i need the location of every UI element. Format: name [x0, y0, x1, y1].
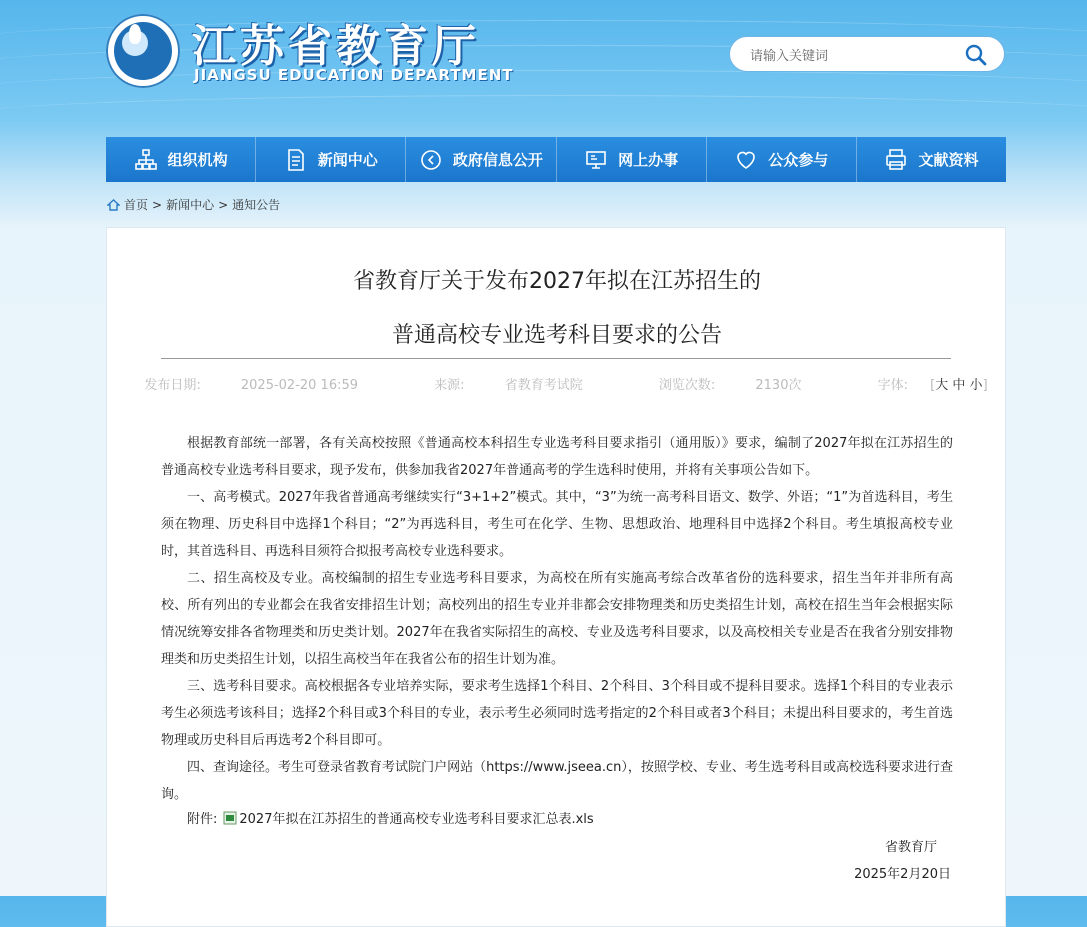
printer-icon: [884, 148, 908, 172]
site-subtitle: JIANGSU EDUCATION DEPARTMENT: [194, 66, 514, 84]
nav-item-news[interactable]: [256, 137, 406, 182]
nav-label: 网上办事: [618, 151, 679, 169]
search-input[interactable]: [748, 45, 952, 67]
font-size-small[interactable]: 小: [969, 378, 983, 393]
org-chart-icon: [134, 148, 158, 172]
article-panel: [106, 227, 1006, 927]
nav-label: 组织机构: [167, 151, 228, 169]
paragraph: 根据教育部统一部署，各有关高校按照《普通高校本科招生专业选考科目要求指引（通用版）》要求，编制了2027年拟在江苏招生的普通高校专业选考科目要求，现予发布，供参加我省2027年普通高考的学生选科时使用，并将有关事项公告如下。: [161, 436, 953, 478]
signature-date: 2025年2月20日: [854, 867, 951, 882]
article-meta: 发布日期: 2025-02-20 16:59 来源: 省教育考试院 浏览次数: 2130次 字体: [大 中 小]: [144, 378, 988, 393]
title-divider: [161, 358, 951, 359]
article-source: 省教育考试院: [504, 378, 583, 393]
breadcrumb-separator: >: [152, 197, 163, 212]
breadcrumb-separator: >: [218, 197, 229, 212]
monitor-icon: [584, 148, 608, 172]
play-circle-icon: [419, 148, 443, 172]
date-label: 发布日期:: [144, 378, 201, 393]
article-title-line1: 省教育厅关于发布2027年拟在江苏招生的: [353, 269, 761, 294]
excel-file-icon: [223, 811, 237, 825]
font-size-label: 字体:: [877, 378, 909, 393]
paragraph: 二、招生高校及专业。高校编制的招生专业选考科目要求，为高校在所有实施高考综合改革省份的选科要求，招生当年并非所有高校、所有列出的专业都会在我省安排招生计划；高校列出的招生专业并非都会安排物理类和历史类招生计划，高校在招生当年会根据实际情况统筹安排各省物理类和历史类计划。2027年在我省实际招生的高校、专业及选考科目要求，以及高校相关专业是否在我省分别安排物理类和历史类招生计划，以招生高校当年在我省公布的招生计划为准。: [161, 571, 953, 667]
font-size-large[interactable]: 大: [935, 378, 949, 393]
attachment-label: 附件:: [187, 812, 218, 827]
site-title[interactable]: 江苏省教育厅: [192, 21, 480, 72]
logo-emblem[interactable]: [106, 14, 180, 88]
attachment-row: [187, 808, 594, 827]
document-icon: [284, 148, 308, 172]
nav-item-docs[interactable]: [857, 137, 1006, 182]
source-label: 来源:: [434, 378, 465, 393]
paragraph: 三、选考科目要求。高校根据各专业培养实际，要求考生选择1个科目、2个科目、3个科目或不提科目要求。选择1个科目的专业表示考生必须选考该科目；选择2个科目或3个科目的专业，表示考生必须同时选考指定的2个科目或者3个科目；未提出科目要求的，考生首选物理或历史科目后再选考2个科目即可。: [161, 679, 953, 748]
nav-item-gov-info[interactable]: [406, 137, 556, 182]
breadcrumb-notices[interactable]: 通知公告: [232, 198, 281, 212]
signature-org: 省教育厅: [884, 840, 937, 855]
nav-item-org[interactable]: [106, 137, 256, 182]
heart-icon: [734, 148, 758, 172]
home-icon: [107, 199, 120, 211]
breadcrumb-news[interactable]: 新闻中心: [166, 198, 215, 212]
article-title-line2: 普通高校专业选考科目要求的公告: [391, 323, 722, 348]
font-size-medium[interactable]: 中: [952, 378, 966, 393]
view-count: 2130次: [755, 378, 802, 393]
site-header: [0, 0, 1087, 135]
paragraph: 一、高考模式。2027年我省普通高考继续实行“3+1+2”模式。其中，“3”为统一高考科目语文、数学、外语；“1”为首选科目，考生须在物理、历史科目中选择1个科目；“2”为再选科目，考生可在化学、生物、思想政治、地理科目中选择2个科目。考生填报高校专业时，其首选科目、再选科目须符合拟报考高校专业选科要求。: [161, 490, 953, 559]
nav-label: 公众参与: [768, 151, 829, 169]
nav-item-public[interactable]: [707, 137, 857, 182]
publish-date: 2025-02-20 16:59: [240, 378, 359, 393]
paragraph: 四、查询途径。考生可登录省教育考试院门户网站（https://www.jseea.cn），按照学校、专业、考生选考科目或高校选科要求进行查询。: [161, 760, 953, 802]
breadcrumb: [107, 196, 280, 213]
article-body: [161, 430, 953, 808]
views-label: 浏览次数:: [658, 378, 716, 393]
nav-item-online-service[interactable]: [557, 137, 707, 182]
attachment-link[interactable]: 2027年拟在江苏招生的普通高校专业选考科目要求汇总表.xls: [239, 812, 594, 827]
breadcrumb-home[interactable]: 首页: [124, 198, 149, 212]
nav-label: 新闻中心: [317, 151, 378, 169]
search-box: [729, 36, 1005, 72]
search-icon[interactable]: [964, 43, 988, 67]
nav-label: 政府信息公开: [452, 151, 543, 169]
nav-label: 文献资料: [918, 151, 979, 169]
main-nav: [106, 137, 1006, 182]
